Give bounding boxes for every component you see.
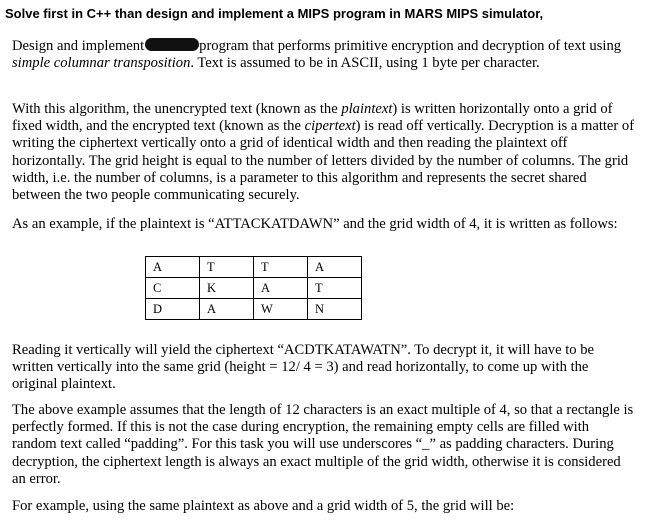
question-heading: Solve first in C++ than design and implement a MIPS program in MARS MIPS simulator,: [5, 6, 544, 21]
transposition-grid: [145, 256, 362, 320]
grid-cell: A: [200, 299, 254, 320]
grid-cell: T: [254, 257, 308, 278]
paragraph-padding: The above example assumes that the length of 12 characters is an exact multiple of 4, so that a rectangle is perfectly formed. If this is not the case during encryption, the remaining empty cells are filled with random text called “padding”. For this task you will use underscores “_” as padding characters. During decryption, the ciphertext length is always an exact multiple of the grid width, otherwise it is considered an error.: [12, 402, 634, 487]
intro-emphasis: simple columnar transposition: [12, 55, 191, 72]
intro-text-after: program that performs primitive encryption and decryption of text using: [199, 38, 622, 54]
paragraph-next-example: For example, using the same plaintext as above and a grid width of 5, the grid will be:: [12, 498, 515, 514]
grid-cell: D: [146, 299, 200, 320]
ciphertext-term: cipertext: [304, 118, 356, 135]
grid-cell: W: [254, 299, 308, 320]
intro-text-before: Design and implement: [12, 38, 145, 54]
algorithm-text-b: ) is written horizontally onto a grid of fixed width, and the encrypted text (known as the: [12, 101, 613, 135]
plaintext-term: plaintext: [341, 101, 393, 117]
grid-cell: A: [308, 257, 362, 278]
grid-row: [146, 257, 362, 278]
grid-cell: A: [254, 278, 308, 299]
grid-cell: K: [200, 278, 254, 299]
grid-cell: A: [146, 257, 200, 278]
grid-row: [146, 299, 362, 320]
intro-text-end: . Text is assumed to be in ASCII, using 1 byte per character.: [190, 55, 540, 72]
algorithm-text-a: With this algorithm, the unencrypted text (known as the: [12, 101, 342, 117]
grid-cell: T: [308, 278, 362, 299]
grid-row: [146, 278, 362, 299]
paragraph-example: As an example, if the plaintext is “ATTACKATDAWN” and the grid width of 4, it is written as follows:: [12, 216, 618, 232]
grid-cell: C: [146, 278, 200, 299]
grid-cell: N: [308, 299, 362, 320]
paragraph-algorithm: [12, 101, 636, 204]
paragraph-decrypt: Reading it vertically will yield the ciphertext “ACDTKATAWATN”. To decrypt it, it will have to be written vertically into the same grid (height = 12/ 4 = 3) and read horizontally, to come up with the original plaintext.: [12, 342, 595, 393]
paragraph-intro: [12, 38, 636, 72]
grid-cell: T: [200, 257, 254, 278]
redaction-mark: [145, 38, 199, 51]
algorithm-text-c: ) is read off vertically. Decryption is a matter of writing the ciphertext vertically onto a grid of identical width and then reading the plaintext off horizontally. The grid height is equal to the number of letters divided by the number of columns. The grid width, i.e. the number of columns, is a parameter to this algorithm and represents the secret shared between the two people communicating securely.: [12, 118, 635, 204]
